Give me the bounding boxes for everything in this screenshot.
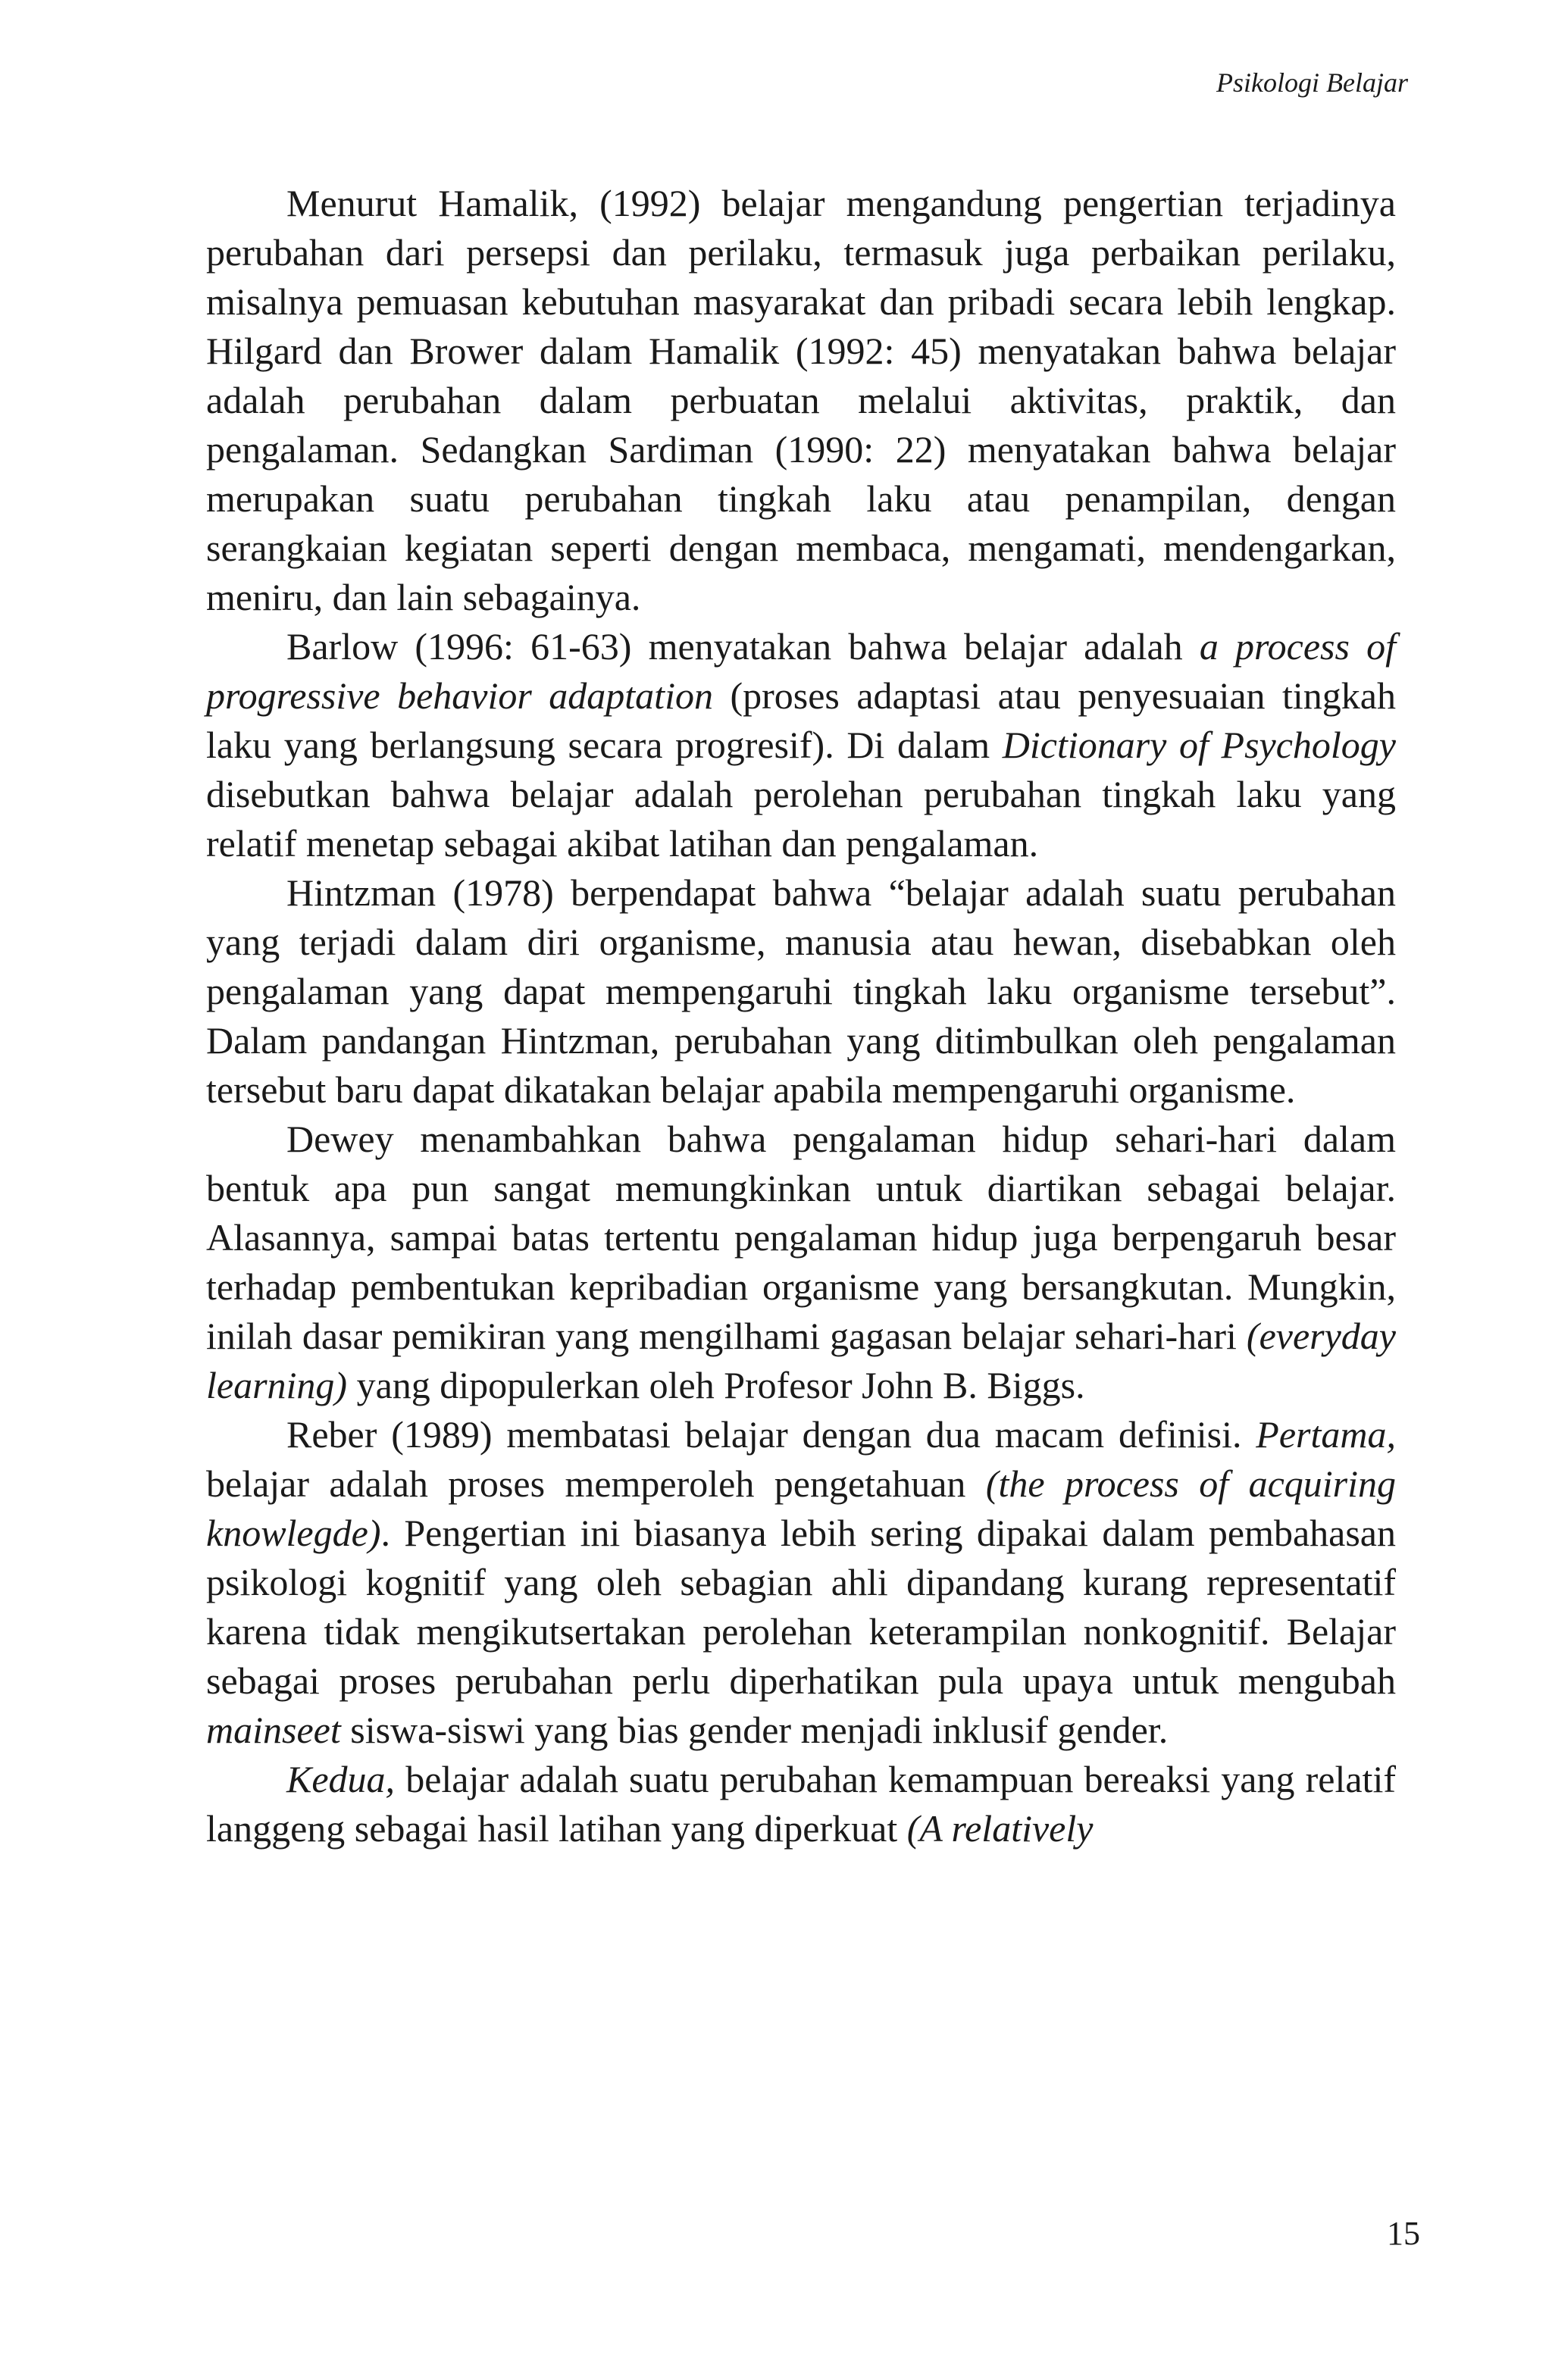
- italic-term: (A relatively: [906, 1807, 1094, 1850]
- paragraph-reber: [206, 1410, 1396, 1755]
- paragraph-kedua: [206, 1755, 1396, 1853]
- running-header: Psikologi Belajar: [1216, 67, 1408, 98]
- paragraph-dewey: [206, 1115, 1396, 1410]
- text-run: (proses adaptasi atau penyesuaian tingkah laku yang berlangsung secara progresif). Di dalam: [206, 674, 1396, 766]
- body-text: [206, 179, 1396, 1853]
- text-run: . Pengertian ini biasanya lebih sering dipakai dalam pembahasan psikologi kognitif yang oleh sebagian ahli dipandang kurang representatif karena tidak mengikutsertakan perolehan keterampilan nonkognitif. Belajar sebagai proses perubahan perlu diperhatikan pula upaya untuk mengubah: [206, 1512, 1396, 1702]
- text-run: Barlow (1996: 61-63) menyatakan bahwa belajar adalah: [286, 625, 1200, 668]
- text-run: Reber (1989) membatasi belajar dengan dua macam definisi.: [286, 1413, 1256, 1456]
- italic-term: Dictionary of Psychology: [1002, 724, 1396, 766]
- text-run: disebutkan bahwa belajar adalah perolehan perubahan tingkah laku yang relatif menetap sebagai akibat latihan dan pengalaman.: [206, 773, 1396, 865]
- text-run: belajar adalah suatu perubahan kemampuan bereaksi yang relatif langgeng sebagai hasil latihan yang diperkuat: [206, 1758, 1396, 1850]
- italic-term: a process of progressive behavior adaptation: [206, 625, 1397, 717]
- text-run: Menurut Hamalik, (1992) belajar mengandung pengertian terjadinya perubahan dari persepsi dan perilaku, termasuk juga perbaikan perilaku, misalnya pemuasan kebutuhan masyarakat dan pribadi secara lebih lengkap. Hilgard dan Brower dalam Hamalik (1992: 45) menyatakan bahwa belajar adalah perubahan dalam perbuatan melalui aktivitas, praktik, dan pengalaman. Sedangkan Sardiman (1990: 22) menyatakan bahwa belajar merupakan suatu perubahan tingkah laku atau penampilan, dengan serangkaian kegiatan seperti dengan membaca, mengamati, mendengarkan, meniru, dan lain sebagainya.: [206, 182, 1396, 618]
- paragraph-hintzman: [206, 868, 1396, 1115]
- italic-term: Kedua,: [286, 1758, 396, 1800]
- text-run: siswa-siswi yang bias gender menjadi inklusif gender.: [340, 1709, 1169, 1751]
- text-run: yang dipopulerkan oleh Profesor John B. Biggs.: [347, 1364, 1085, 1406]
- text-run: Dewey menambahkan bahwa pengalaman hidup sehari-hari dalam bentuk apa pun sangat memungkinkan untuk diartikan sebagai belajar. Alasannya, sampai batas tertentu pengalaman hidup juga berpengaruh besar terhadap pembentukan kepribadian organisme yang bersangkutan. Mungkin, inilah dasar pemikiran yang mengilhami gagasan belajar sehari-hari: [206, 1118, 1396, 1357]
- italic-term: Pertama,: [1256, 1413, 1396, 1456]
- text-run: Hintzman (1978) berpendapat bahwa “belajar adalah suatu perubahan yang terjadi dalam diri organisme, manusia atau hewan, disebabkan oleh pengalaman yang dapat mempengaruhi tingkah laku organisme tersebut”. Dalam pandangan Hintzman, perubahan yang ditimbulkan oleh pengalaman tersebut baru dapat dikatakan belajar apabila mempengaruhi organisme.: [206, 871, 1396, 1111]
- text-run: belajar adalah proses memperoleh pengetahuan: [206, 1462, 986, 1505]
- paragraph-barlow: [206, 622, 1396, 868]
- italic-term: mainseet: [206, 1709, 341, 1751]
- page-number: 15: [1387, 2215, 1420, 2252]
- paragraph-hamalik: [206, 179, 1396, 622]
- italic-term: (everyday learning): [206, 1315, 1396, 1406]
- italic-term: (the process of acquiring knowlegde): [206, 1462, 1396, 1554]
